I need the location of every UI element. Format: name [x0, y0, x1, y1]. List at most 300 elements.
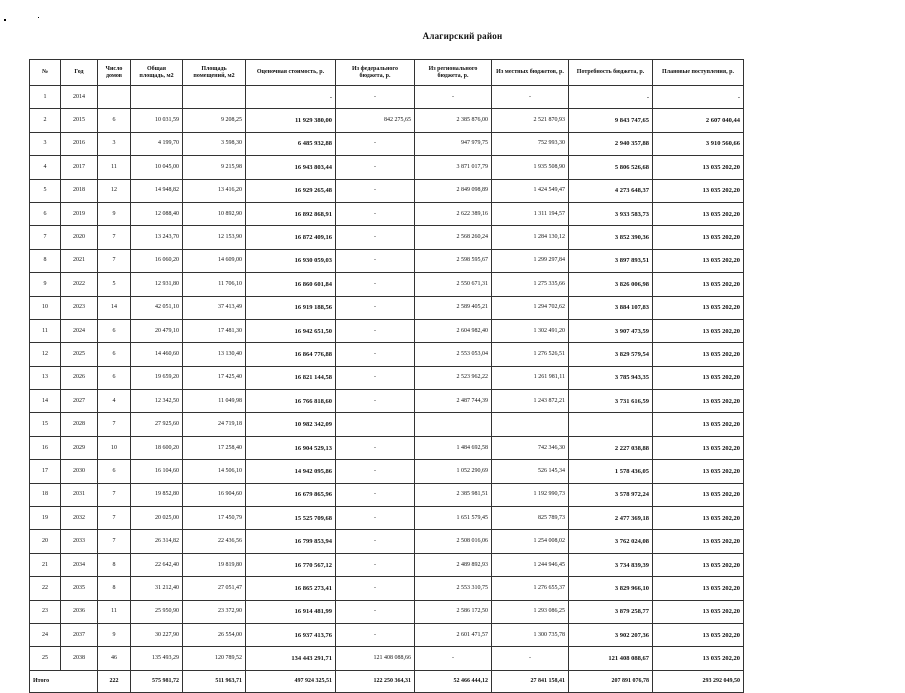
table-cell: 23 372,90 [183, 600, 246, 623]
total-label: Итого [30, 670, 98, 692]
table-cell: 1 294 702,62 [492, 296, 569, 319]
table-cell: 3 871 017,79 [415, 156, 492, 179]
table-cell: - [246, 86, 336, 109]
table-cell: 2 227 038,88 [569, 436, 653, 459]
total-cell: 293 292 049,50 [653, 670, 744, 692]
table-cell: 3 [30, 132, 61, 155]
table-cell: 2 568 260,24 [415, 226, 492, 249]
table-cell: 15 525 709,68 [246, 507, 336, 530]
table-cell: 3 910 560,66 [653, 132, 744, 155]
column-header: Год [61, 60, 98, 86]
table-cell: - [336, 179, 415, 202]
table-row [30, 436, 744, 459]
table-cell: 42 051,10 [131, 296, 183, 319]
table-cell: 3 598,30 [183, 132, 246, 155]
table-cell: - [336, 460, 415, 483]
table-cell: 27 051,47 [183, 577, 246, 600]
column-header: Общая площадь, м2 [131, 60, 183, 86]
table-cell: 13 035 202,20 [653, 553, 744, 576]
table-cell: 6 [98, 460, 131, 483]
table-cell [492, 413, 569, 436]
table-cell: 4 273 648,37 [569, 179, 653, 202]
table-cell: - [336, 577, 415, 600]
table-cell: 2032 [61, 507, 98, 530]
table-cell: 120 789,52 [183, 647, 246, 670]
table-cell: - [415, 86, 492, 109]
column-header: Из регионального бюджета, р. [415, 60, 492, 86]
table-cell: 5 806 526,68 [569, 156, 653, 179]
table-cell: 16 104,60 [131, 460, 183, 483]
table-cell: 11 [98, 600, 131, 623]
table-cell: 16 821 144,58 [246, 366, 336, 389]
table-cell: 7 [30, 226, 61, 249]
table-cell: 2 622 389,16 [415, 202, 492, 225]
table-cell: 20 025,00 [131, 507, 183, 530]
table-cell: 16 929 265,48 [246, 179, 336, 202]
table-cell: 16 937 413,76 [246, 623, 336, 646]
table-row [30, 343, 744, 366]
table-cell: 121 408 088,66 [336, 647, 415, 670]
total-cell: 511 963,71 [183, 670, 246, 692]
table-cell: - [336, 436, 415, 459]
table-cell: 6 [98, 319, 131, 342]
table-cell: - [336, 623, 415, 646]
table-cell: 1 651 579,45 [415, 507, 492, 530]
table-cell: 3 578 972,24 [569, 483, 653, 506]
table-cell: 2021 [61, 249, 98, 272]
table-cell: 14 942 095,86 [246, 460, 336, 483]
table-cell: 9 215,98 [183, 156, 246, 179]
table-cell: - [336, 390, 415, 413]
table-cell: 17 [30, 460, 61, 483]
table-cell: 31 212,40 [131, 577, 183, 600]
table-cell: 1 192 990,73 [492, 483, 569, 506]
table-cell: 17 425,40 [183, 366, 246, 389]
table-cell: - [336, 273, 415, 296]
table-cell: 46 [98, 647, 131, 670]
table-cell: 26 314,82 [131, 530, 183, 553]
table-cell: 2026 [61, 366, 98, 389]
table-cell: 11 929 380,00 [246, 109, 336, 132]
table-cell: 1 276 526,51 [492, 343, 569, 366]
table-cell: 7 [98, 226, 131, 249]
table-cell: 3 884 107,83 [569, 296, 653, 319]
table-cell: 2 604 982,40 [415, 319, 492, 342]
table-cell: 3 785 943,35 [569, 366, 653, 389]
table-cell: 11 049,98 [183, 390, 246, 413]
total-cell: 497 924 325,51 [246, 670, 336, 692]
table-cell: 2 523 962,22 [415, 366, 492, 389]
table-cell: 5 [30, 179, 61, 202]
table-cell: - [336, 226, 415, 249]
table-cell: - [336, 600, 415, 623]
table-cell: 3 902 207,36 [569, 623, 653, 646]
table-cell: 2 477 369,18 [569, 507, 653, 530]
column-header: Оценочная стоимость, р. [246, 60, 336, 86]
table-cell: 1 243 872,21 [492, 390, 569, 413]
table-cell: 13 035 202,20 [653, 623, 744, 646]
table-cell: 16 865 273,41 [246, 577, 336, 600]
table-cell: - [336, 156, 415, 179]
table-cell: 13 035 202,20 [653, 226, 744, 249]
table-cell [336, 413, 415, 436]
table-cell: 24 719,18 [183, 413, 246, 436]
table-cell: 14 [30, 390, 61, 413]
table-cell: 2028 [61, 413, 98, 436]
table-cell: 7 [98, 530, 131, 553]
table-cell: 3 829 966,10 [569, 577, 653, 600]
table-row [30, 86, 744, 109]
table-cell: 3 933 583,73 [569, 202, 653, 225]
table-cell: 1 254 008,02 [492, 530, 569, 553]
page-title: Алагирский район [422, 31, 503, 41]
table-cell: 14 [98, 296, 131, 319]
table-cell: 6 485 932,88 [246, 132, 336, 155]
table-cell: 16 943 803,44 [246, 156, 336, 179]
table-cell: 13 035 202,20 [653, 507, 744, 530]
table-row [30, 507, 744, 530]
table-cell: 2022 [61, 273, 98, 296]
table-cell: 2015 [61, 109, 98, 132]
table-row [30, 366, 744, 389]
table-row [30, 226, 744, 249]
table-cell: 2020 [61, 226, 98, 249]
table-row [30, 530, 744, 553]
budget-table [29, 59, 744, 693]
table-cell: 16 [30, 436, 61, 459]
table-cell: 2034 [61, 553, 98, 576]
table-cell: 13 035 202,20 [653, 179, 744, 202]
table-cell: 14 948,82 [131, 179, 183, 202]
table-cell: 13 035 202,20 [653, 436, 744, 459]
table-cell: 26 554,00 [183, 623, 246, 646]
table-cell: - [336, 553, 415, 576]
table-cell: 8 [98, 577, 131, 600]
table-row [30, 460, 744, 483]
table-cell: 9 208,25 [183, 109, 246, 132]
table-cell: 3 826 006,98 [569, 273, 653, 296]
table-cell: 6 [98, 109, 131, 132]
table-cell: 2 553 310,75 [415, 577, 492, 600]
table-cell: 16 919 188,56 [246, 296, 336, 319]
table-row [30, 319, 744, 342]
table-cell: 10 892,90 [183, 202, 246, 225]
table-cell: 7 [98, 507, 131, 530]
column-header: Из местных бюджетов, р. [492, 60, 569, 86]
table-cell: 24 [30, 623, 61, 646]
table-cell: 19 819,80 [183, 553, 246, 576]
table-cell: 9 [98, 623, 131, 646]
table-cell: 16 766 818,60 [246, 390, 336, 413]
total-cell: 222 [98, 670, 131, 692]
table-cell: 25 [30, 647, 61, 670]
table-cell: 13 035 202,20 [653, 202, 744, 225]
table-row [30, 577, 744, 600]
table-cell: - [336, 202, 415, 225]
table-cell: 13 035 202,20 [653, 577, 744, 600]
table-cell: 14 609,00 [183, 249, 246, 272]
table-cell: 22 436,56 [183, 530, 246, 553]
total-row [30, 670, 744, 692]
column-header: Из федерального бюджета, р. [336, 60, 415, 86]
total-cell: 27 841 158,41 [492, 670, 569, 692]
table-cell: 19 852,80 [131, 483, 183, 506]
table-row [30, 132, 744, 155]
table-cell: 6 [98, 343, 131, 366]
total-cell: 52 466 444,12 [415, 670, 492, 692]
table-cell: 2029 [61, 436, 98, 459]
table-cell: 2038 [61, 647, 98, 670]
table-cell: 16 892 868,91 [246, 202, 336, 225]
table-cell: 2035 [61, 577, 98, 600]
table-cell: 16 770 567,12 [246, 553, 336, 576]
table-cell: 842 275,65 [336, 109, 415, 132]
table-cell: 7 [98, 413, 131, 436]
table-cell: 1 276 655,37 [492, 577, 569, 600]
table-header-row [30, 60, 744, 86]
total-cell: 207 891 076,78 [569, 670, 653, 692]
table-cell: 1 300 735,78 [492, 623, 569, 646]
table-cell: 13 243,70 [131, 226, 183, 249]
table-cell: 2 [30, 109, 61, 132]
table-cell: 13 035 202,20 [653, 156, 744, 179]
table-row [30, 413, 744, 436]
table-cell: 2 589 405,21 [415, 296, 492, 319]
table-cell: 1 484 692,58 [415, 436, 492, 459]
table-cell: - [492, 647, 569, 670]
table-cell: 10 [98, 436, 131, 459]
table-cell: - [492, 86, 569, 109]
table-cell: 825 789,73 [492, 507, 569, 530]
table-cell: 16 799 853,94 [246, 530, 336, 553]
table-cell: 12 153,90 [183, 226, 246, 249]
table-cell [569, 413, 653, 436]
table-cell: 8 [98, 553, 131, 576]
table-cell [98, 86, 131, 109]
table-cell: 2 385 876,00 [415, 109, 492, 132]
table-cell: 3 879 258,77 [569, 600, 653, 623]
table-cell: - [415, 647, 492, 670]
table-cell: 2 607 040,44 [653, 109, 744, 132]
table-cell: 18 600,20 [131, 436, 183, 459]
table-cell: 13 035 202,20 [653, 647, 744, 670]
table-cell: 27 925,60 [131, 413, 183, 436]
table-cell: 1 [30, 86, 61, 109]
table-cell: 1 293 086,25 [492, 600, 569, 623]
scan-speck [38, 17, 39, 18]
table-cell: 14 460,60 [131, 343, 183, 366]
table-cell: 2019 [61, 202, 98, 225]
table-cell: - [569, 86, 653, 109]
table-cell: 16 679 865,96 [246, 483, 336, 506]
table-row [30, 623, 744, 646]
table-cell: 4 [98, 390, 131, 413]
table-cell: 3 731 616,59 [569, 390, 653, 413]
table-cell: 3 [98, 132, 131, 155]
table-row [30, 296, 744, 319]
table-cell: 30 227,90 [131, 623, 183, 646]
table-cell: 5 [98, 273, 131, 296]
table-cell [415, 413, 492, 436]
table-cell: - [336, 319, 415, 342]
table-cell: 16 864 776,88 [246, 343, 336, 366]
table-cell [183, 86, 246, 109]
table-cell: 9 843 747,65 [569, 109, 653, 132]
table-cell: 2030 [61, 460, 98, 483]
table-cell: 134 443 291,71 [246, 647, 336, 670]
table-cell: 13 035 202,20 [653, 413, 744, 436]
table-cell: - [653, 86, 744, 109]
table-cell: 17 481,30 [183, 319, 246, 342]
total-cell: 575 981,72 [131, 670, 183, 692]
table-cell: 13 035 202,20 [653, 600, 744, 623]
table-cell: 3 897 893,51 [569, 249, 653, 272]
table-cell: 19 659,20 [131, 366, 183, 389]
table-cell: 526 145,34 [492, 460, 569, 483]
table-cell: 1 284 130,12 [492, 226, 569, 249]
table-cell: 10 982 342,09 [246, 413, 336, 436]
table-cell: 947 979,75 [415, 132, 492, 155]
table-cell: 2017 [61, 156, 98, 179]
table-cell: 4 199,70 [131, 132, 183, 155]
table-cell: 121 408 088,67 [569, 647, 653, 670]
table-cell: 1 052 290,69 [415, 460, 492, 483]
table-cell: 2 553 053,04 [415, 343, 492, 366]
table-cell: 9 [98, 202, 131, 225]
table-cell: 1 424 549,47 [492, 179, 569, 202]
table-cell: 13 035 202,20 [653, 483, 744, 506]
table-cell: 3 852 390,36 [569, 226, 653, 249]
table-cell: 2 385 981,51 [415, 483, 492, 506]
table-cell: 2 508 016,06 [415, 530, 492, 553]
table-cell [131, 86, 183, 109]
table-cell: 7 [98, 483, 131, 506]
table-cell: 12 088,40 [131, 202, 183, 225]
table-cell: 2 940 357,88 [569, 132, 653, 155]
table-cell: 23 [30, 600, 61, 623]
table-cell: - [336, 132, 415, 155]
table-cell: 13 035 202,20 [653, 296, 744, 319]
table-body [30, 86, 744, 671]
table-row [30, 179, 744, 202]
table-cell: 2 849 098,89 [415, 179, 492, 202]
table-cell: 2018 [61, 179, 98, 202]
table-row [30, 249, 744, 272]
table-cell: 19 [30, 507, 61, 530]
table-cell: 2025 [61, 343, 98, 366]
table-cell: 17 450,79 [183, 507, 246, 530]
table-cell: 10 031,59 [131, 109, 183, 132]
table-row [30, 483, 744, 506]
table-cell: 16 060,20 [131, 249, 183, 272]
table-cell: 3 907 473,59 [569, 319, 653, 342]
table-cell: 12 [30, 343, 61, 366]
table-cell: 13 035 202,20 [653, 319, 744, 342]
table-cell: 2023 [61, 296, 98, 319]
table-row [30, 156, 744, 179]
table-cell: 6 [30, 202, 61, 225]
table-cell: 1 244 946,45 [492, 553, 569, 576]
table-cell: 2014 [61, 86, 98, 109]
table-cell: 13 035 202,20 [653, 366, 744, 389]
table-cell: 135 493,29 [131, 647, 183, 670]
table-cell: 13 130,40 [183, 343, 246, 366]
table-cell: 25 950,90 [131, 600, 183, 623]
table-cell: 2016 [61, 132, 98, 155]
table-cell: 7 [98, 249, 131, 272]
table-cell: 18 [30, 483, 61, 506]
table-cell: 10 [30, 296, 61, 319]
table-cell: 16 930 059,03 [246, 249, 336, 272]
table-cell: 2031 [61, 483, 98, 506]
table-cell: - [336, 483, 415, 506]
table-cell: - [336, 530, 415, 553]
table-row [30, 109, 744, 132]
table-cell: 13 035 202,20 [653, 273, 744, 296]
table-cell: 13 035 202,20 [653, 390, 744, 413]
table-cell: 1 311 194,57 [492, 202, 569, 225]
table-cell: 3 829 579,54 [569, 343, 653, 366]
table-cell: 9 [30, 273, 61, 296]
table-cell: 2024 [61, 319, 98, 342]
table-cell: 11 [98, 156, 131, 179]
table-cell: 2033 [61, 530, 98, 553]
column-header: Потребность бюджета, р. [569, 60, 653, 86]
table-cell: 2 550 671,31 [415, 273, 492, 296]
table-cell: 2 586 172,50 [415, 600, 492, 623]
table-cell: 10 045,00 [131, 156, 183, 179]
table-cell: 13 416,20 [183, 179, 246, 202]
table-cell: 3 762 024,08 [569, 530, 653, 553]
table-cell: 20 [30, 530, 61, 553]
table-cell: 21 [30, 553, 61, 576]
table-cell: 16 860 601,84 [246, 273, 336, 296]
table-cell: 2 598 595,67 [415, 249, 492, 272]
table-cell: 12 [98, 179, 131, 202]
table-cell: 13 035 202,20 [653, 460, 744, 483]
column-header: Число домов [98, 60, 131, 86]
table-cell: 14 506,10 [183, 460, 246, 483]
table-cell: 3 734 839,39 [569, 553, 653, 576]
table-row [30, 647, 744, 670]
table-cell: - [336, 296, 415, 319]
table-cell: 15 [30, 413, 61, 436]
table-cell: 752 993,30 [492, 132, 569, 155]
table-cell: 13 035 202,20 [653, 530, 744, 553]
table-cell: 1 935 508,90 [492, 156, 569, 179]
table-cell: 17 258,40 [183, 436, 246, 459]
table-cell: 2 521 870,93 [492, 109, 569, 132]
table-cell: - [336, 343, 415, 366]
table-cell: 37 413,49 [183, 296, 246, 319]
table-row [30, 553, 744, 576]
table-cell: 2027 [61, 390, 98, 413]
table-cell: 6 [98, 366, 131, 389]
table-row [30, 390, 744, 413]
table-cell: 742 346,30 [492, 436, 569, 459]
table-cell: 12 931,80 [131, 273, 183, 296]
table-cell: 1 261 981,11 [492, 366, 569, 389]
table-cell: 2 601 471,57 [415, 623, 492, 646]
table-cell: 1 275 335,66 [492, 273, 569, 296]
table-cell: 2037 [61, 623, 98, 646]
table-cell: 2 489 892,93 [415, 553, 492, 576]
table-cell: 16 914 481,99 [246, 600, 336, 623]
scan-speck [4, 19, 6, 21]
table-cell: - [336, 249, 415, 272]
column-header: Площадь помещений, м2 [183, 60, 246, 86]
table-cell: 13 035 202,20 [653, 249, 744, 272]
